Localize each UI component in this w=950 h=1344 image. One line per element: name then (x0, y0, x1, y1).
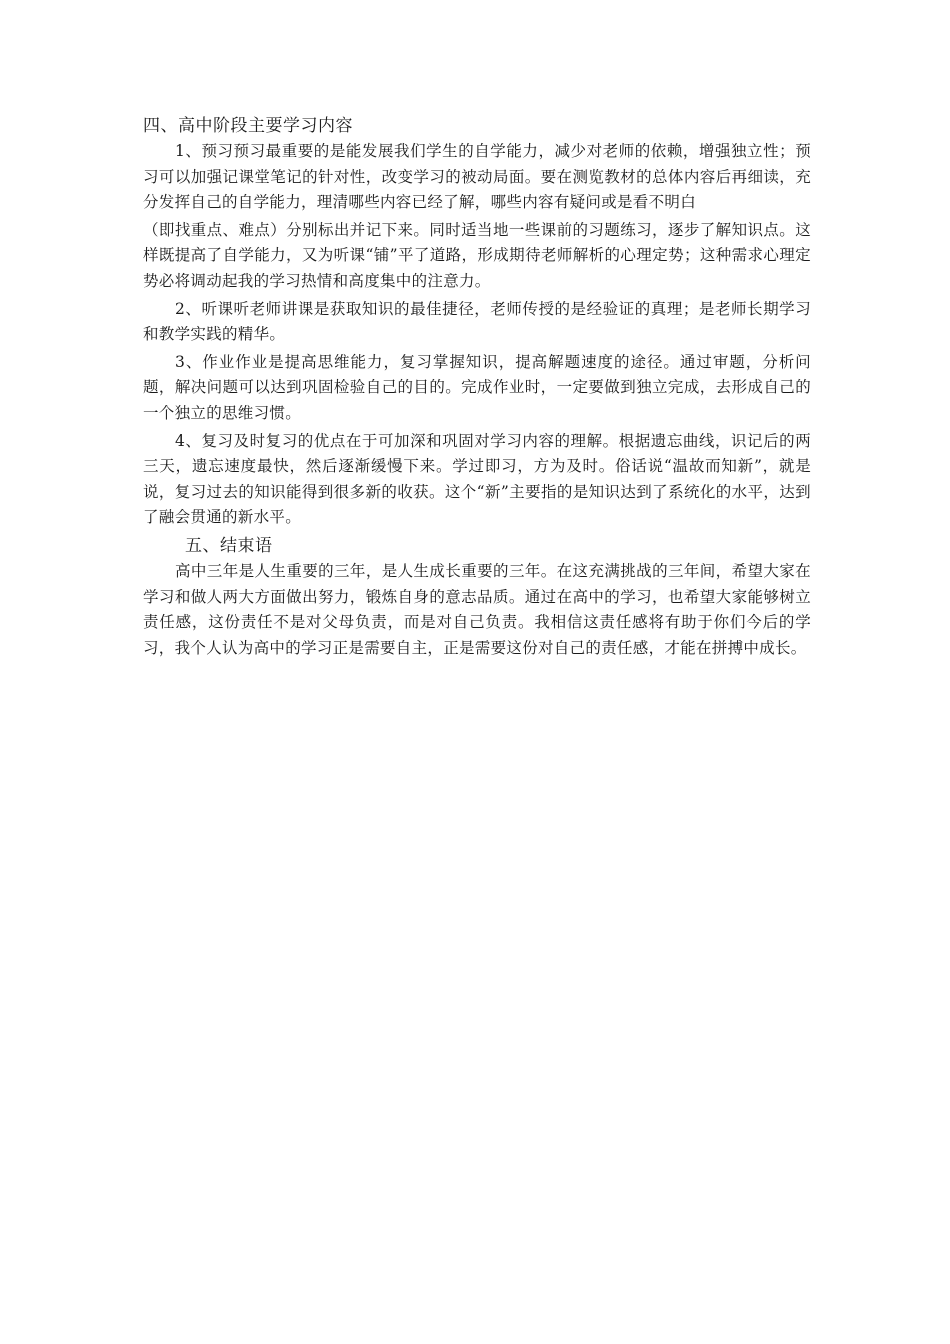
section-4-heading: 四、高中阶段主要学习内容 (143, 116, 353, 136)
paragraph-review: 4、复习及时复习的优点在于可加深和巩固对学习内容的理解。根据遗忘曲线，识记后的两三天，遗忘速度最快，然后逐渐缓慢下来。学过即习，方为及时。俗话说“温故而知新”，就是说，复习过去的知识能得到很多新的收获。这个“新”主要指的是知识达到了系统化的水平，达到了融会贯通的新水平。 (143, 431, 811, 527)
section-5-heading: 五、结束语 (185, 535, 273, 556)
paragraph-conclusion: 高中三年是人生重要的三年，是人生成长重要的三年。在这充满挑战的三年间，希望大家在学习和做人两大方面做出努力，锻炼自身的意志品质。通过在高中的学习，也希望大家能够树立责任感，这份责任不是对父母负责，而是对自己负责。我相信这责任感将有助于你们今后的学习，我个人认为高中的学习正是需要自主，正是需要这份对自己的责任感，才能在拼搏中成长。 (143, 561, 811, 657)
paragraph-preview-continued: （即找重点、难点）分别标出并记下来。同时适当地一些课前的习题练习，逐步了解知识点。这样既提高了自学能力，又为听课“铺”平了道路，形成期待老师解析的心理定势；这种需求心理定势必将调动起我的学习热情和高度集中的注意力。 (143, 220, 811, 290)
paragraph-listening: 2、听课听老师讲课是获取知识的最佳捷径，老师传授的是经验证的真理；是老师长期学习和教学实践的精华。 (143, 299, 811, 344)
paragraph-preview: 1、预习预习最重要的是能发展我们学生的自学能力，减少对老师的依赖，增强独立性；预习可以加强记课堂笔记的针对性，改变学习的被动局面。要在测览教材的总体内容后再细读，充分发挥自己的自学能力，理清哪些内容已经了解，哪些内容有疑问或是看不明白 (143, 142, 811, 212)
paragraph-homework: 3、作业作业是提高思维能力，复习掌握知识，提高解题速度的途径。通过审题，分析问题，解决问题可以达到巩固检验自己的目的。完成作业时，一定要做到独立完成，去形成自己的一个独立的思维习惯。 (143, 352, 811, 422)
document-body (143, 113, 811, 663)
